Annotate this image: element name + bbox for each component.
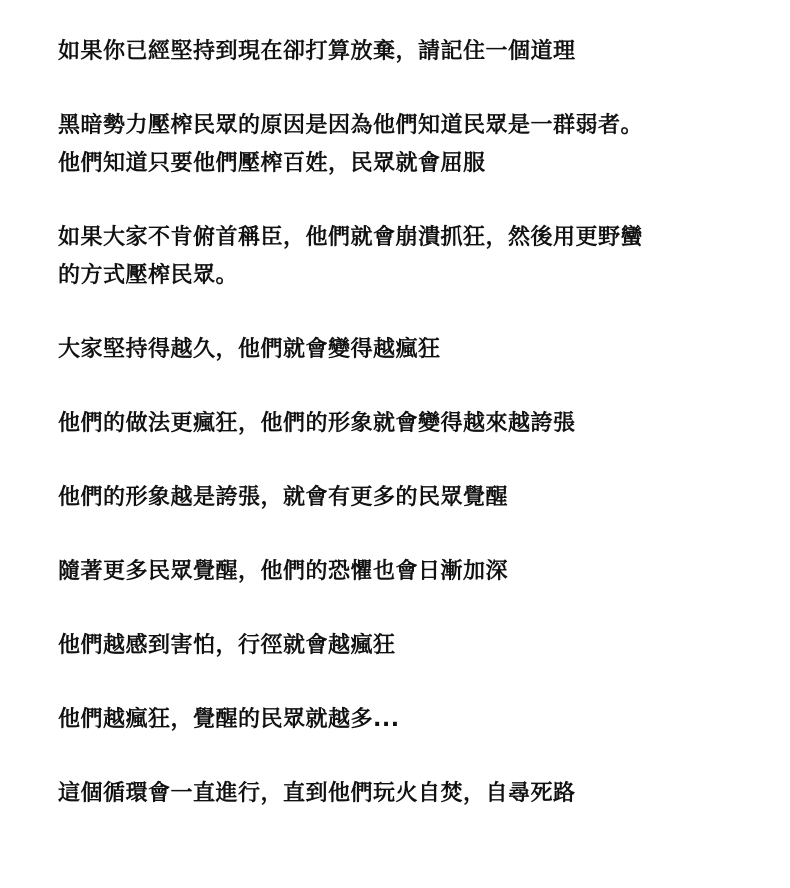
text-line: 大家堅持得越久，他們就會變得越瘋狂: [58, 337, 441, 362]
text-line: 如果大家不肯俯首稱臣，他們就會崩潰抓狂，然後用更野蠻: [58, 225, 644, 250]
text-line: 他們越瘋狂，覺醒的民眾就越多...: [58, 707, 400, 732]
paragraph-4: [58, 331, 748, 369]
paragraph-6: [58, 479, 748, 517]
text-line: 他們的形象越是誇張，就會有更多的民眾覺醒: [58, 485, 509, 510]
paragraph-2: [58, 107, 748, 183]
text-line: 他們的做法更瘋狂，他們的形象就會變得越來越誇張: [58, 411, 576, 436]
document-body: [58, 33, 748, 813]
text-line: 隨著更多民眾覺醒，他們的恐懼也會日漸加深: [58, 559, 509, 584]
text-line: 這個循環會一直進行，直到他們玩火自焚，自尋死路: [58, 781, 576, 806]
text-line: 如果你已經堅持到現在卻打算放棄，請記住一個道理: [58, 39, 576, 64]
text-line: 黑暗勢力壓榨民眾的原因是因為他們知道民眾是一群弱者。: [58, 113, 644, 138]
paragraph-1: [58, 33, 748, 71]
paragraph-3: [58, 219, 748, 295]
paragraph-10: [58, 775, 748, 813]
text-line: 他們越感到害怕，行徑就會越瘋狂: [58, 633, 396, 658]
text-line: 他們知道只要他們壓榨百姓，民眾就會屈服: [58, 151, 486, 176]
paragraph-8: [58, 627, 748, 665]
paragraph-7: [58, 553, 748, 591]
text-line: 的方式壓榨民眾。: [58, 263, 239, 288]
paragraph-5: [58, 405, 748, 443]
paragraph-9: [58, 701, 748, 739]
